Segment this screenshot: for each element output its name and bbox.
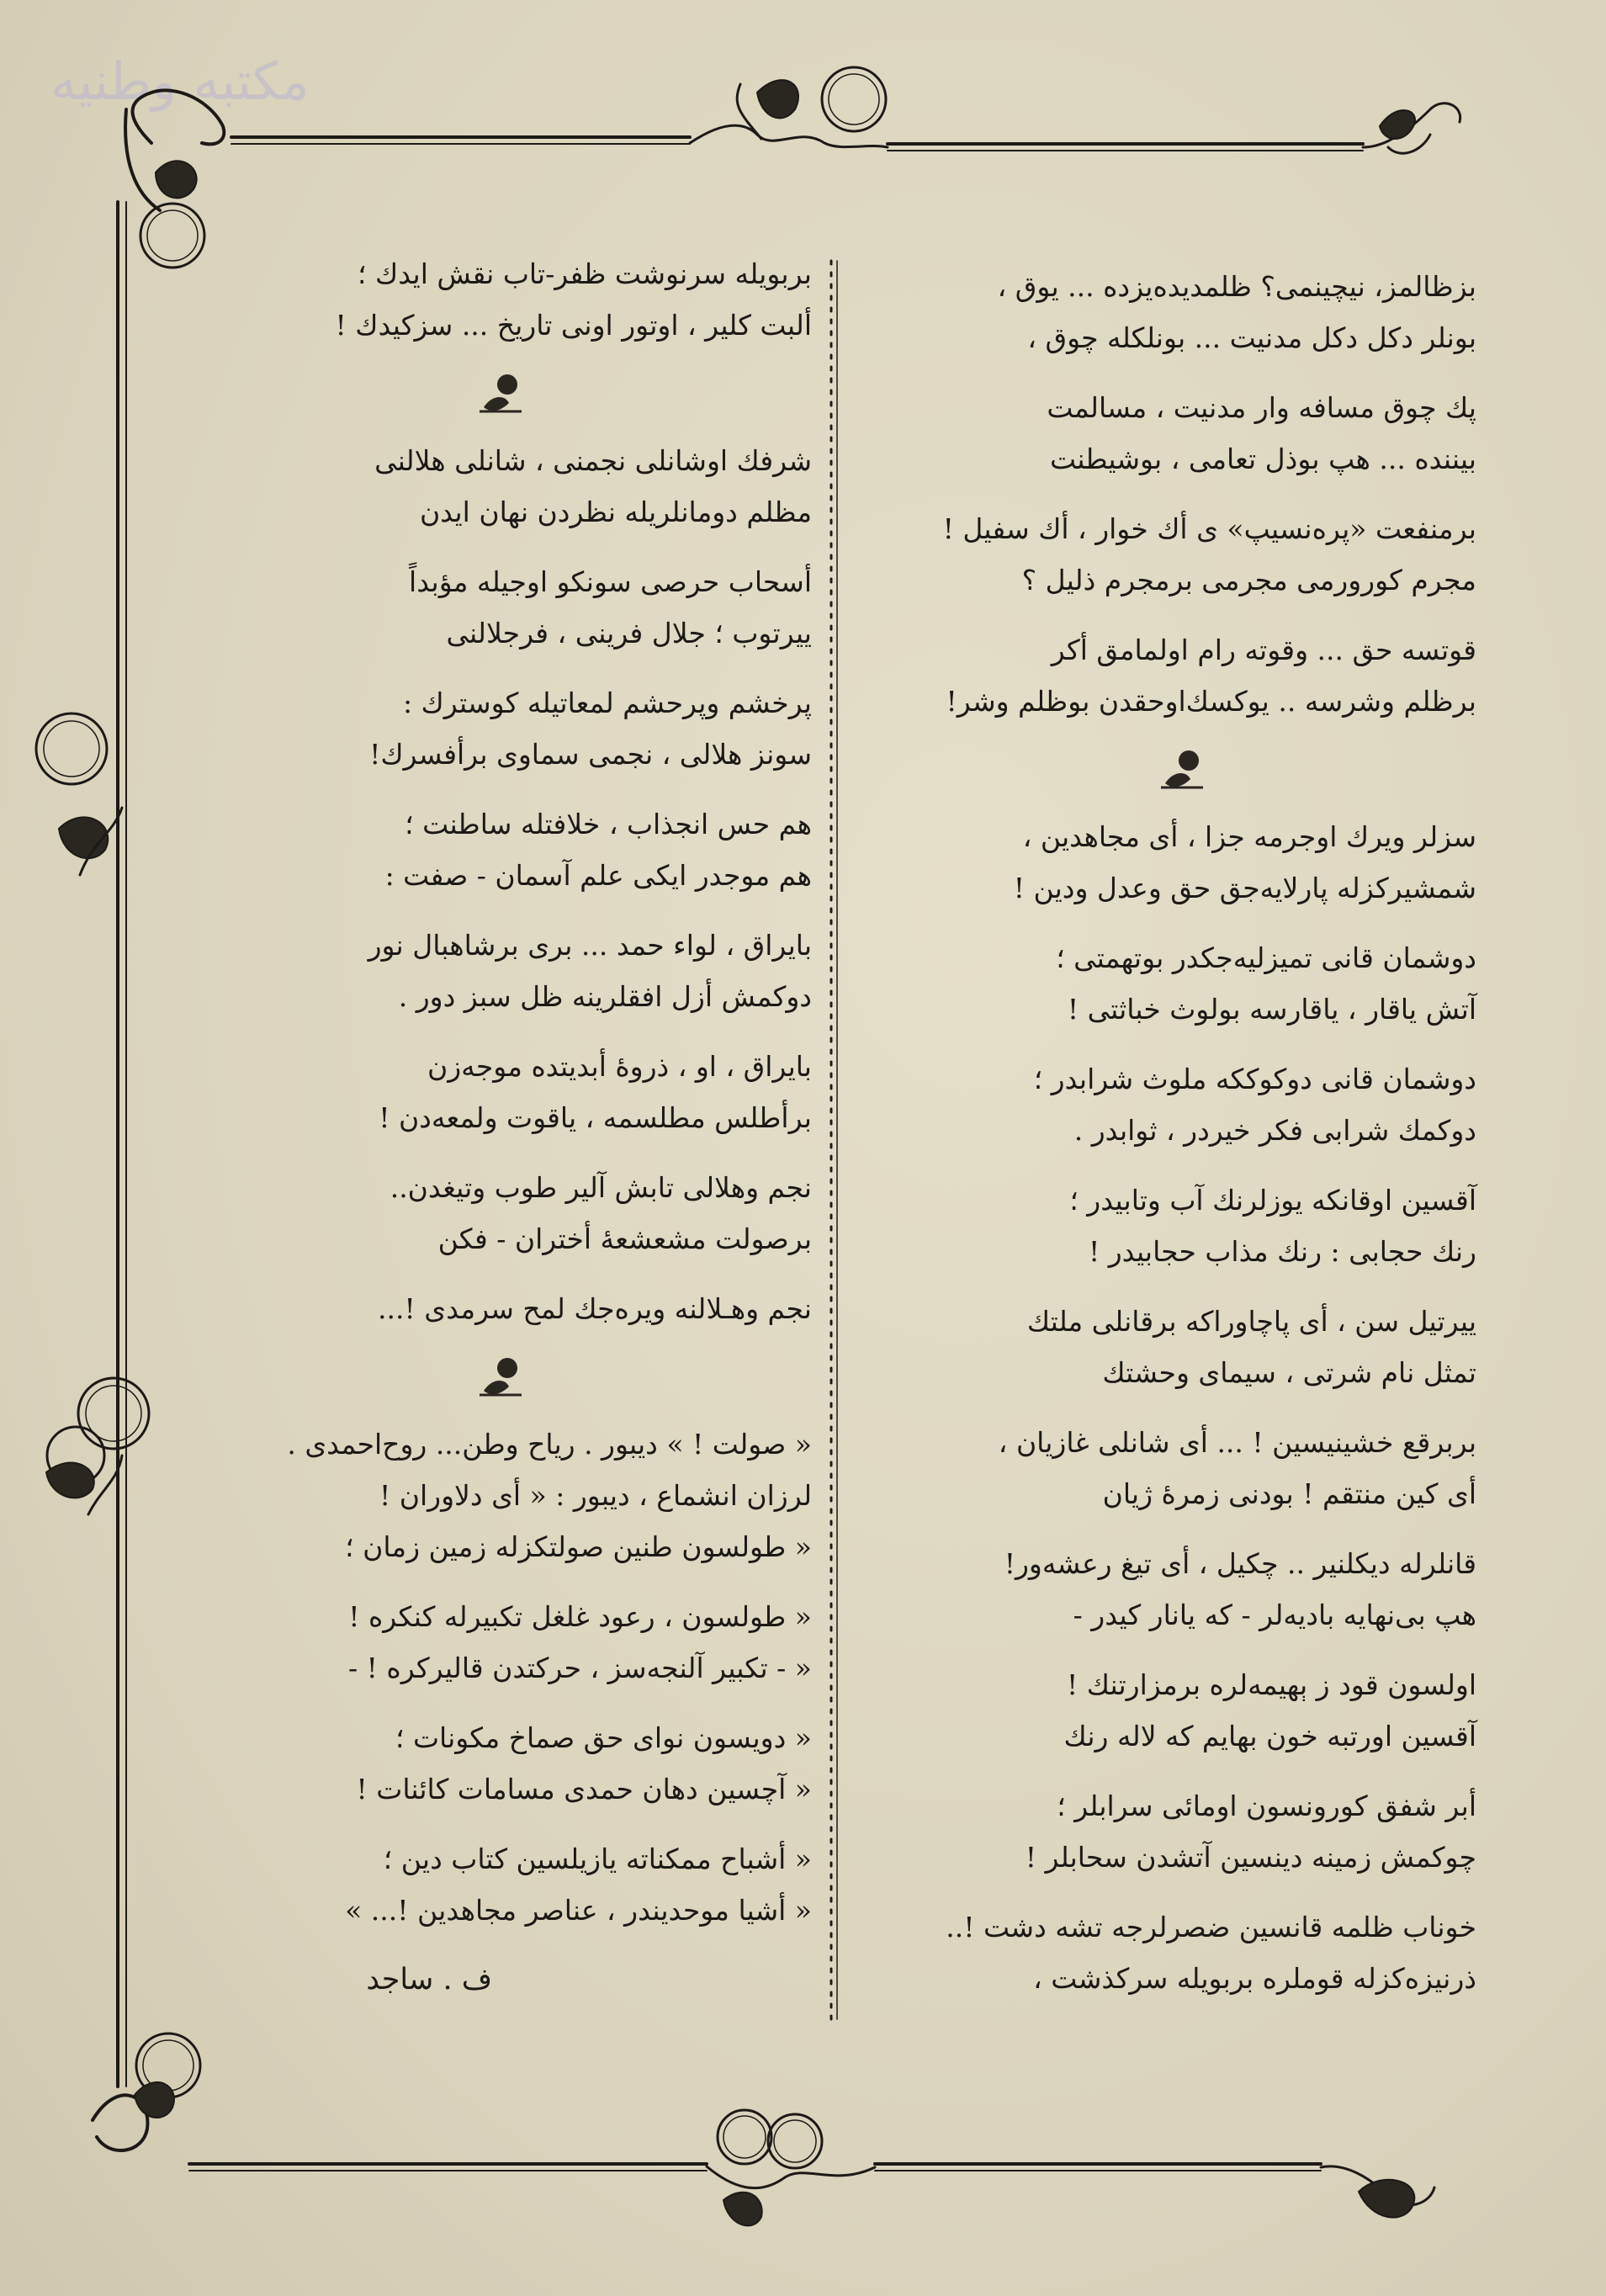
poem-stanza (164, 435, 812, 538)
poem-stanza (164, 677, 812, 780)
poem-stanza (850, 1780, 1476, 1883)
poem-line: « طولسون طنين صولتكزله زمين زمان ؛ (345, 1530, 812, 1563)
poem-stanza (850, 382, 1476, 485)
poem-line: برصولت مشعشعهٔ أختران - فكن (437, 1222, 812, 1255)
poem-line: دوكمك شرابى فكر خيردر ، ثوابدر . (1073, 1114, 1476, 1147)
poem-line: « أشباح ممكناته يازيلسين كتاب دين ؛ (383, 1843, 812, 1875)
poem-stanza (850, 624, 1476, 727)
poem-line: بيننده ... هپ بوذل تعامى ، بوشيطنت (1049, 443, 1476, 475)
poem-line: ييرتوب ؛ جلال فرينى ، فرجلالنى (446, 617, 812, 650)
poem-line: نجم وهـلالنه ويره‌جك لمح سرمدى !... (378, 1292, 812, 1325)
poem-stanza (164, 1041, 812, 1143)
poem-stanza (164, 1833, 812, 1936)
poem-line: هم موجدر ايكى علم آسمان - صفت : (384, 859, 812, 892)
poem-line: « أشيا موحديندر ، عناصر مجاهدين !... » (345, 1894, 812, 1927)
flower-ornament-icon (164, 369, 812, 420)
poem-line: قانلرله ديكلنير .. چكيل ، أى تيغ رعشه‌ور! (1004, 1547, 1476, 1580)
poem-line: لرزان انشماع ، ديبور : « أى دلاوران ! (379, 1479, 812, 1512)
poem-stanza (164, 1712, 812, 1815)
poem-stanza (850, 1175, 1476, 1277)
poem-stanza (850, 1296, 1476, 1398)
flower-ornament-icon (164, 1353, 812, 1403)
poem-stanza (850, 261, 1476, 363)
left-column (164, 248, 812, 2006)
poem-line: رنك حجابى : رنك مذاب حجابيدر ! (1088, 1235, 1476, 1268)
poem-line: خوناب ظلمه قانسين ضصرلرجه تشه دشت !.. (946, 1911, 1476, 1943)
poem-line: ذرنيزه‌كزله قوملره بربويله سركذشت ، (1033, 1962, 1476, 1995)
poem-line: چوكمش زمينه دينسين آتشدن سحابلر ! (1025, 1841, 1476, 1874)
poem-line: نجم وهلالى تابش آلير طوب وتيغدن.. (390, 1171, 812, 1204)
poem-line: دوشمان قانى دوكوككه ملوث شرابدر ؛ (1033, 1063, 1476, 1095)
poem-line: پرخشم وپرحشم لمعاتيله كوسترك : (402, 687, 812, 719)
poem-line: أى كين منتقم ! بودنى زمرهٔ ژيان (1102, 1477, 1476, 1510)
poem-stanza (164, 920, 812, 1022)
flower-ornament-icon (850, 745, 1476, 796)
poem-line: بايراق ، او ، ذروهٔ أبديتده موجه‌زن (427, 1050, 812, 1083)
poem-stanza (164, 248, 812, 351)
poem-line: دوكمش أزل افقلرينه ظل سبز دور . (398, 980, 812, 1013)
poem-line: برأطلس مطلسمه ، ياقوت ولمعه‌دن ! (379, 1101, 812, 1134)
poem-line: « - تكبير آلنجه‌سز ، حركتدن قاليركره ! - (348, 1652, 812, 1684)
poem-line: أبر شفق كورونسون اومائى سرابلر ؛ (1057, 1790, 1476, 1822)
poem-stanza (850, 503, 1476, 606)
poem-line: قوتسه حق ... وقوته رام اولمامق أكر (1051, 634, 1476, 666)
poem-stanza (164, 1283, 812, 1334)
author-signature: ف . ساجد (366, 1963, 492, 1996)
poem-line: اولسون قود ز ېهيمه‌لره برمزارتنك ! (1066, 1668, 1476, 1701)
right-column (850, 261, 1476, 2023)
poem-line: بايراق ، لواء حمد ... برى برشاهبال نور (368, 929, 812, 962)
poem-stanza (164, 798, 812, 901)
poem-stanza (850, 1053, 1476, 1156)
poem-line: تمثل نام شرتى ، سيماى وحشتك (1102, 1356, 1476, 1389)
poem-line: « دويسون نواى حق صماخ مكونات ؛ (395, 1721, 812, 1754)
poem-line: دوشمان قانى تميزليه‌جكدر بوتهمتى ؛ (1056, 941, 1476, 974)
poem-stanza (850, 1659, 1476, 1762)
poem-line: بزظالمز، نيچينمى؟ ظلمديده‌يزده ... يوق ، (997, 270, 1476, 303)
poem-stanza (164, 1591, 812, 1694)
poem-line: آقسين اورتبه خون بهايم كه لاله رنك (1063, 1720, 1476, 1752)
poem-line: مجرم كورورمى مجرمى برمجرم ذليل ؟ (1021, 564, 1476, 597)
poem-line: ألبت كلير ، اوتور اونى تاريخ ... سزكيدك ! (335, 309, 812, 342)
poem-line: آقسين اوقانكه يوزلرنك آب وتابيدر ؛ (1069, 1184, 1476, 1217)
poem-line: شرفك اوشانلى نجمنى ، شانلى هلالنى (374, 444, 812, 477)
poem-line: بونلر دكل دكل مدنيت ... بونلكله چوق ، (1027, 321, 1476, 354)
poem-line: شمشيركزله پارلايه‌جق حق وعدل ودين ! (1013, 872, 1476, 904)
poem-line: بربويله سرنوشت ظفر-تاب نقش ايدك ؛ (358, 257, 812, 290)
poem-line: هم حس انجذاب ، خلافتله ساطنت ؛ (405, 808, 812, 840)
poem-line: سونز هلالى ، نجمى سماوى برأفسرك! (369, 738, 812, 771)
poem-line: « طولسون ، رعود غلغل تكبيرله كنكره ! (348, 1600, 812, 1633)
poem-line: هپ بى‌نهايه باديه‌لر - كه يانار كيدر - (1073, 1599, 1476, 1631)
poem-line: برمنفعت «پره‌نسيپ» ى أك خوار ، أك سفيل ! (942, 512, 1476, 545)
poem-stanza (850, 1901, 1476, 2004)
poem-stanza (164, 1162, 812, 1265)
poem-line: ييرتيل سن ، أى پاچاوراكه برقانلى ملتك (1026, 1305, 1476, 1338)
poem-line: سزلر ويرك اوجرمه جزا ، أى مجاهدين ، (1022, 820, 1476, 853)
poem-stanza (164, 556, 812, 659)
poem-stanza (164, 1418, 812, 1572)
poem-line: « آچسين دهان حمدى مسامات كائنات ! (356, 1773, 812, 1806)
poem-line: برظلم وشرسه .. يوكسك‌اوحقدن بوظلم وشر! (946, 685, 1476, 718)
poem-line: مظلم دومانلريله نظردن نهان ايدن (419, 496, 812, 528)
poem-line: أسحاب حرصى سونكو اوجيله مؤبداً (409, 565, 812, 598)
poem-line: پك چوق مسافه وار مدنيت ، مسالمت (1047, 391, 1476, 424)
poem-stanza (850, 932, 1476, 1035)
poem-line: بربرقع خشينيسين ! ... أى شانلى غازيان ، (998, 1426, 1476, 1459)
poem-stanza (850, 1417, 1476, 1519)
poem-line: آتش ياقار ، ياقارسه بولوث خباثتى ! (1067, 993, 1476, 1026)
poem-line: « صولت ! » ديبور . رياح وطن... روح‌احمدى . (287, 1428, 812, 1461)
poem-stanza (850, 1538, 1476, 1641)
library-stamp: مكتبه وطنيه (50, 50, 310, 112)
poem-stanza (850, 811, 1476, 914)
